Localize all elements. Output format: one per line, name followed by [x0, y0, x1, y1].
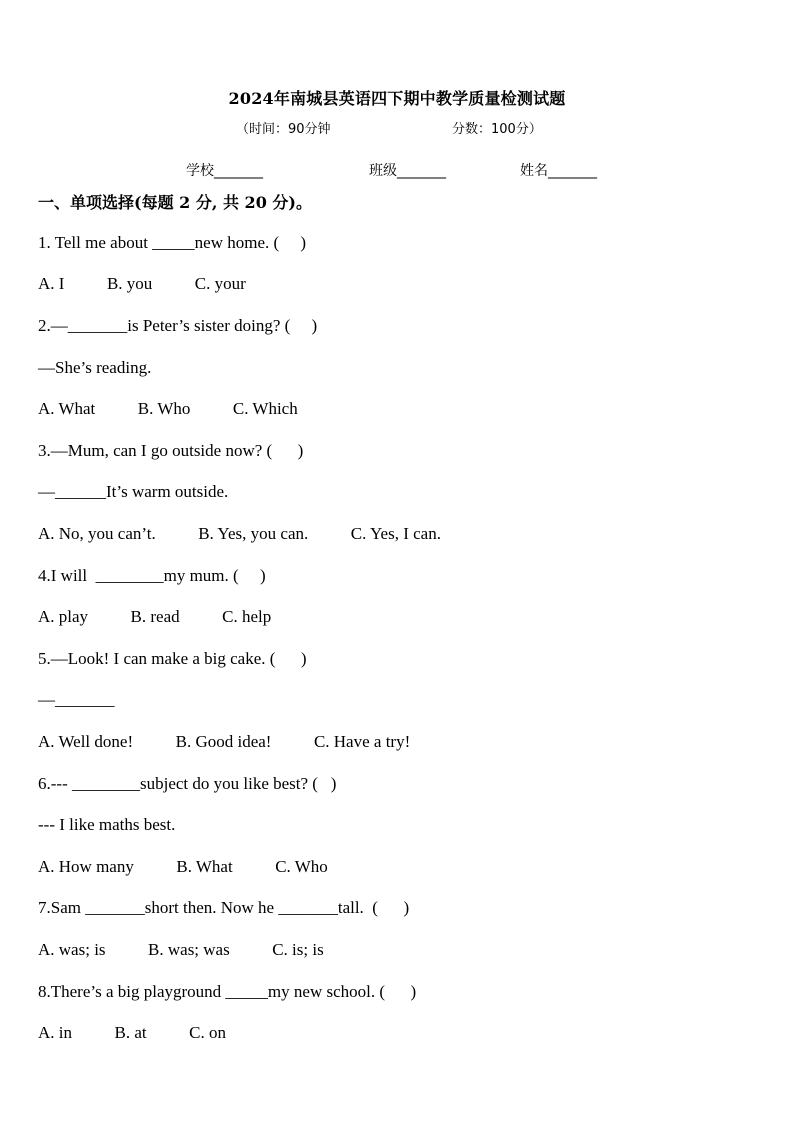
exam-title: 2024年南城县英语四下期中教学质量检测试题 [228, 89, 566, 108]
question-stem: 2.—_______is Peter’s sister doing? ( ) [38, 316, 318, 335]
exam-time: （时间：90分钟 [236, 122, 331, 137]
question-stem: 5.—Look! I can make a big cake. ( ) [38, 649, 307, 668]
question-options: A. Well done! B. Good idea! C. Have a try! [38, 732, 411, 751]
name-field: 姓名_______ [520, 163, 597, 179]
question-options: A. What B. Who C. Which [38, 399, 298, 418]
question-stem: 3.—Mum, can I go outside now? ( ) [38, 441, 304, 460]
question-options: A. was; is B. was; was C. is; is [38, 940, 324, 959]
class-field: 班级_______ [369, 163, 446, 179]
question-answer-line: —______It’s warm outside. [38, 482, 229, 501]
exam-score: 分数：100分） [452, 122, 542, 137]
question-options: A. in B. at C. on [38, 1023, 226, 1042]
question-options: A. play B. read C. help [38, 607, 272, 626]
section-title: 一、单项选择(每题 2 分, 共 20 分)。 [38, 193, 312, 212]
question-options: A. No, you can’t. B. Yes, you can. C. Yes, I can. [38, 524, 441, 543]
question-answer-line: —_______ [38, 690, 115, 709]
question-stem: 7.Sam _______short then. Now he _______tall. ( ) [38, 898, 410, 917]
question-stem: 8.There’s a big playground _____my new school. ( ) [38, 982, 417, 1001]
school-field: 学校_______ [186, 163, 263, 179]
question-options: A. I B. you C. your [38, 274, 246, 293]
question-stem: 1. Tell me about _____new home. ( ) [38, 233, 307, 252]
question-stem: 6.--- ________subject do you like best? ( ) [38, 774, 337, 793]
question-answer-line: —She’s reading. [38, 358, 152, 377]
question-answer-line: --- I like maths best. [38, 815, 176, 834]
question-stem: 4.I will ________my mum. ( ) [38, 566, 266, 585]
question-options: A. How many B. What C. Who [38, 857, 328, 876]
